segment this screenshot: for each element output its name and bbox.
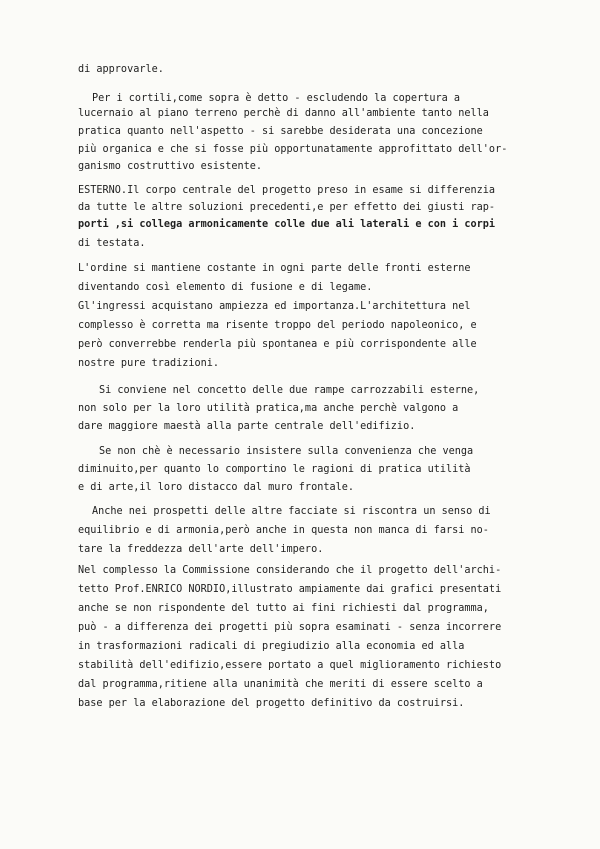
- text-line: di testata.: [78, 238, 146, 249]
- text-line: tare la freddezza dell'arte dell'impero.: [78, 544, 324, 555]
- text-line: e di arte,il loro distacco dal muro frontale.: [78, 482, 355, 493]
- text-line: porti ,si collega armonicamente colle due ali laterali e con i corpi: [78, 219, 496, 230]
- text-line: L'ordine si mantiene costante in ogni parte delle fronti esterne: [78, 263, 471, 274]
- text-line: Si conviene nel concetto delle due rampe carrozzabili esterne,: [99, 385, 480, 396]
- text-line: stabilità dell'edifizio,essere portato a quel miglioramento richiesto: [78, 660, 502, 671]
- text-line: equilibrio e di armonia,però anche in questa non manca di farsi no-: [78, 525, 489, 536]
- text-line: in trasformazioni radicali di pregiudizio alla economia ed alla: [78, 641, 465, 652]
- text-line: Se non chè è necessario insistere sulla convenienza che venga: [99, 446, 474, 457]
- text-line: da tutte le altre soluzioni precedenti,e per effetto dei giusti rap-: [78, 202, 496, 213]
- text-line: però converrebbe renderla più spontanea e più corrispondente alle: [78, 339, 477, 350]
- text-line: complesso è corretta ma risente troppo del periodo napoleonico, e: [78, 320, 477, 331]
- text-line: ganismo costruttivo esistente.: [78, 161, 263, 172]
- text-line: diminuito,per quanto lo comportino le ragioni di pratica utilità: [78, 464, 471, 475]
- text-line: Gl'ingressi acquistano ampiezza ed importanza.L'architettura nel: [78, 301, 471, 312]
- text-line: Anche nei prospetti delle altre facciate si riscontra un senso di: [92, 506, 491, 517]
- text-line: tetto Prof.ENRICO NORDIO,illustrato ampiamente dai grafici presentati: [78, 584, 502, 595]
- text-line: può - a differenza dei progetti più sopra esaminati - senza incorrere: [78, 622, 502, 633]
- text-line: non solo per la loro utilità pratica,ma anche perchè valgono a: [78, 403, 459, 414]
- text-line: anche se non rispondente del tutto ai fini richiesti dal programma,: [78, 603, 489, 614]
- text-line: pratica quanto nell'aspetto - si sarebbe desiderata una concezione: [78, 126, 483, 137]
- text-line: dare maggiore maestà alla parte centrale dell'edifizio.: [78, 421, 416, 432]
- text-line: Nel complesso la Commissione considerando che il progetto dell'archi-: [78, 565, 502, 576]
- text-line: di approvarle.: [78, 64, 164, 75]
- text-line: nostre pure tradizioni.: [78, 358, 220, 369]
- text-line: dal programma,ritiene alla unanimità che meriti di essere scelto a: [78, 679, 483, 690]
- text-line: diventando così elemento di fusione e di legame.: [78, 282, 373, 293]
- text-line: più organica e che si fosse più opportunatamente approfittato dell'or-: [78, 144, 508, 155]
- section-heading-line: ESTERNO.Il corpo centrale del progetto preso in esame si differenzia: [78, 185, 496, 196]
- text-line: Per i cortili,come sopra è detto - escludendo la copertura a: [92, 93, 461, 104]
- text-line: lucernaio al piano terreno perchè di danno all'ambiente tanto nella: [78, 108, 489, 119]
- text-line: base per la elaborazione del progetto definitivo da costruirsi.: [78, 698, 465, 709]
